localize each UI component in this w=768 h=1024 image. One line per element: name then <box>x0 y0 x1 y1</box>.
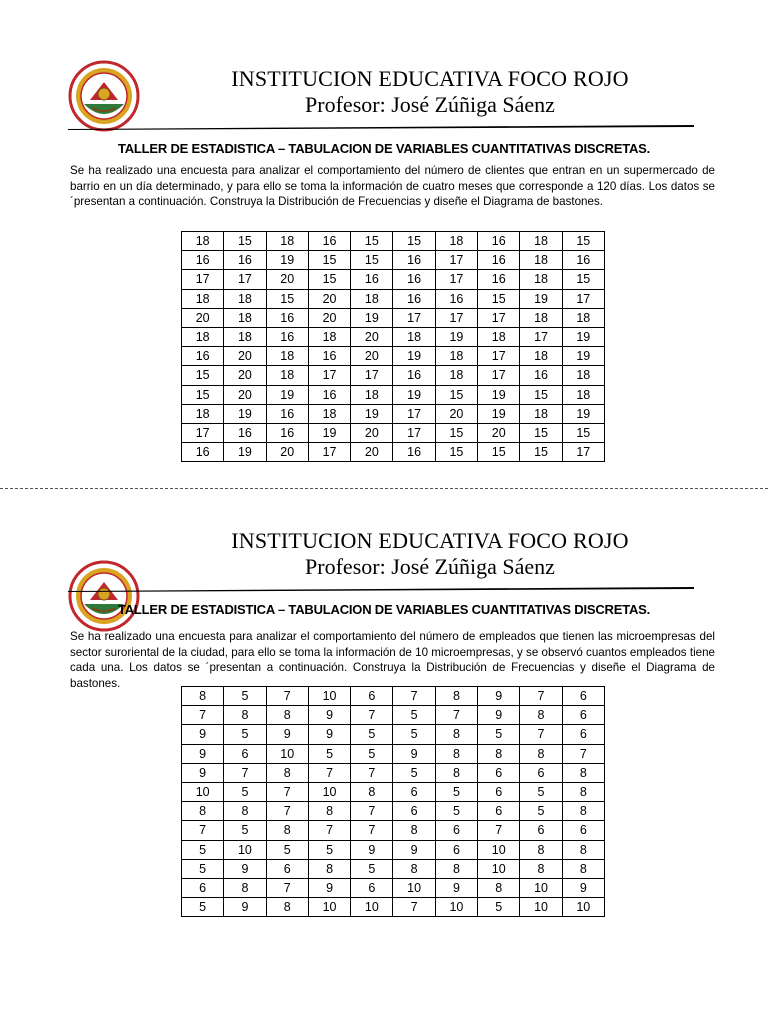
table-cell: 8 <box>266 821 308 840</box>
table-cell: 5 <box>351 859 393 878</box>
table-cell: 8 <box>351 782 393 801</box>
table-row <box>182 404 605 423</box>
table-cell: 20 <box>224 366 266 385</box>
table-cell: 15 <box>351 232 393 251</box>
table-cell: 6 <box>393 802 435 821</box>
table-cell: 9 <box>182 763 224 782</box>
table-cell: 6 <box>562 821 604 840</box>
table-cell: 15 <box>393 232 435 251</box>
table-cell: 20 <box>266 443 308 462</box>
table-cell: 17 <box>562 443 604 462</box>
table-cell: 7 <box>351 802 393 821</box>
table-cell: 17 <box>435 308 477 327</box>
table-cell: 5 <box>224 821 266 840</box>
table-cell: 20 <box>435 404 477 423</box>
table-cell: 18 <box>562 366 604 385</box>
table-cell: 9 <box>308 878 350 897</box>
table-cell: 15 <box>435 423 477 442</box>
document-header <box>150 66 710 118</box>
table-row <box>182 898 605 917</box>
table-cell: 6 <box>351 878 393 897</box>
table-cell: 8 <box>224 706 266 725</box>
table-cell: 8 <box>266 898 308 917</box>
table-cell: 5 <box>351 725 393 744</box>
table-cell: 7 <box>393 687 435 706</box>
table-cell: 18 <box>520 347 562 366</box>
table-cell: 17 <box>308 443 350 462</box>
table-row <box>182 366 605 385</box>
table-cell: 6 <box>562 706 604 725</box>
table-cell: 15 <box>562 270 604 289</box>
table-cell: 5 <box>478 725 520 744</box>
table-cell: 7 <box>520 725 562 744</box>
table-cell: 9 <box>224 859 266 878</box>
table-cell: 8 <box>478 878 520 897</box>
table-cell: 17 <box>478 347 520 366</box>
table-cell: 6 <box>562 725 604 744</box>
table-cell: 20 <box>351 423 393 442</box>
table-cell: 16 <box>393 366 435 385</box>
table-cell: 16 <box>393 251 435 270</box>
table-cell: 15 <box>520 423 562 442</box>
table-cell: 19 <box>393 347 435 366</box>
table-cell: 8 <box>562 802 604 821</box>
table-cell: 18 <box>520 232 562 251</box>
table-cell: 19 <box>224 404 266 423</box>
table-cell: 17 <box>478 308 520 327</box>
table-cell: 8 <box>562 859 604 878</box>
table-cell: 15 <box>266 289 308 308</box>
table-cell: 10 <box>562 898 604 917</box>
header-rule <box>68 124 694 130</box>
table-row <box>182 840 605 859</box>
table-cell: 7 <box>562 744 604 763</box>
table-cell: 6 <box>520 763 562 782</box>
table-cell: 20 <box>182 308 224 327</box>
table-cell: 8 <box>478 744 520 763</box>
table-cell: 5 <box>393 763 435 782</box>
header-rule <box>68 586 694 592</box>
table-cell: 10 <box>224 840 266 859</box>
table-cell: 7 <box>224 763 266 782</box>
table-cell: 8 <box>435 687 477 706</box>
table-cell: 6 <box>266 859 308 878</box>
table-row <box>182 423 605 442</box>
table-cell: 16 <box>266 404 308 423</box>
table-cell: 10 <box>478 840 520 859</box>
table-cell: 10 <box>308 782 350 801</box>
table-cell: 19 <box>266 385 308 404</box>
table-cell: 6 <box>224 744 266 763</box>
table-cell: 5 <box>182 859 224 878</box>
table-cell: 10 <box>351 898 393 917</box>
table-cell: 19 <box>351 404 393 423</box>
table-cell: 20 <box>266 270 308 289</box>
table-cell: 9 <box>435 878 477 897</box>
table-row <box>182 782 605 801</box>
table-cell: 16 <box>308 232 350 251</box>
table-cell: 19 <box>562 404 604 423</box>
table-cell: 16 <box>478 270 520 289</box>
table-cell: 6 <box>520 821 562 840</box>
table-cell: 10 <box>182 782 224 801</box>
table-cell: 5 <box>308 840 350 859</box>
table-cell: 5 <box>224 782 266 801</box>
table-cell: 16 <box>266 327 308 346</box>
table-cell: 6 <box>478 782 520 801</box>
table-cell: 16 <box>224 423 266 442</box>
table-row <box>182 706 605 725</box>
table-cell: 8 <box>435 859 477 878</box>
table-cell: 19 <box>435 327 477 346</box>
table-cell: 8 <box>308 859 350 878</box>
table-cell: 9 <box>308 706 350 725</box>
table-cell: 9 <box>308 725 350 744</box>
table-cell: 17 <box>224 270 266 289</box>
table-cell: 15 <box>520 443 562 462</box>
table-cell: 17 <box>435 251 477 270</box>
table-cell: 6 <box>435 840 477 859</box>
cut-line-divider <box>0 488 768 489</box>
table-cell: 7 <box>308 821 350 840</box>
table-cell: 16 <box>351 270 393 289</box>
table-cell: 9 <box>478 687 520 706</box>
worksheet-title: TALLER DE ESTADISTICA – TABULACION DE VARIABLES CUANTITATIVAS DISCRETAS. <box>117 141 651 156</box>
table-cell: 15 <box>562 232 604 251</box>
teacher-name: Profesor: José Zúñiga Sáenz <box>305 554 555 579</box>
table-cell: 15 <box>308 251 350 270</box>
table-cell: 17 <box>393 404 435 423</box>
table-cell: 18 <box>224 289 266 308</box>
table-cell: 15 <box>224 232 266 251</box>
table-cell: 6 <box>478 802 520 821</box>
table-cell: 7 <box>266 782 308 801</box>
table-cell: 15 <box>182 385 224 404</box>
table-cell: 5 <box>182 840 224 859</box>
table-cell: 8 <box>266 763 308 782</box>
table-cell: 16 <box>435 289 477 308</box>
table-cell: 9 <box>393 840 435 859</box>
table-row <box>182 289 605 308</box>
table-cell: 7 <box>266 687 308 706</box>
table-cell: 16 <box>393 443 435 462</box>
table-cell: 10 <box>393 878 435 897</box>
table-row <box>182 802 605 821</box>
data-table <box>181 686 605 917</box>
table-cell: 15 <box>520 385 562 404</box>
table-cell: 18 <box>520 270 562 289</box>
table-cell: 20 <box>308 308 350 327</box>
table-cell: 19 <box>478 404 520 423</box>
table-cell: 18 <box>266 232 308 251</box>
table-row <box>182 744 605 763</box>
school-seal-logo <box>68 60 140 132</box>
table-cell: 16 <box>182 443 224 462</box>
table-cell: 17 <box>435 270 477 289</box>
table-cell: 9 <box>266 725 308 744</box>
table-cell: 8 <box>435 763 477 782</box>
table-cell: 7 <box>182 706 224 725</box>
document-header <box>150 528 710 580</box>
table-cell: 18 <box>182 289 224 308</box>
table-cell: 17 <box>393 423 435 442</box>
table-cell: 18 <box>520 308 562 327</box>
table-cell: 7 <box>520 687 562 706</box>
table-cell: 18 <box>182 404 224 423</box>
table-cell: 20 <box>351 347 393 366</box>
table-cell: 17 <box>182 270 224 289</box>
table-cell: 6 <box>562 687 604 706</box>
table-cell: 19 <box>224 443 266 462</box>
table-cell: 19 <box>478 385 520 404</box>
table-cell: 5 <box>393 725 435 744</box>
table-cell: 8 <box>393 821 435 840</box>
table-cell: 15 <box>478 443 520 462</box>
teacher-name: Profesor: José Zúñiga Sáenz <box>305 92 555 117</box>
worksheet-title: TALLER DE ESTADISTICA – TABULACION DE VARIABLES CUANTITATIVAS DISCRETAS. <box>117 602 651 617</box>
table-cell: 9 <box>478 706 520 725</box>
table-cell: 17 <box>478 366 520 385</box>
table-cell: 8 <box>266 706 308 725</box>
table-cell: 16 <box>562 251 604 270</box>
table-cell: 19 <box>308 423 350 442</box>
table-cell: 9 <box>393 744 435 763</box>
table-cell: 8 <box>520 859 562 878</box>
table-cell: 17 <box>520 327 562 346</box>
table-cell: 8 <box>520 840 562 859</box>
table-cell: 15 <box>182 366 224 385</box>
institution-name: INSTITUCION EDUCATIVA FOCO ROJO <box>231 66 629 91</box>
table-cell: 8 <box>562 782 604 801</box>
table-cell: 15 <box>308 270 350 289</box>
table-cell: 18 <box>562 385 604 404</box>
table-cell: 17 <box>562 289 604 308</box>
table-cell: 19 <box>351 308 393 327</box>
table-cell: 19 <box>266 251 308 270</box>
table-cell: 16 <box>478 251 520 270</box>
table-cell: 5 <box>351 744 393 763</box>
problem-statement: Se ha realizado una encuesta para analizar el comportamiento del número de empleados que tienen las microempresas del sector suroriental de la ciudad, para ello se toma la información de 10 microempresas, y se observó cuantos empleados tiene cada una. Los datos se ´presentan a continuación. Construya la Distribución de Frecuencias y diseñe el Diagrama de bastones. <box>70 630 715 690</box>
table-row <box>182 308 605 327</box>
table-cell: 18 <box>182 327 224 346</box>
table-row <box>182 878 605 897</box>
table-cell: 10 <box>520 878 562 897</box>
table-cell: 17 <box>182 423 224 442</box>
table-cell: 17 <box>308 366 350 385</box>
table-cell: 20 <box>351 327 393 346</box>
table-cell: 10 <box>478 859 520 878</box>
table-cell: 16 <box>478 232 520 251</box>
table-cell: 5 <box>182 898 224 917</box>
table-cell: 19 <box>520 289 562 308</box>
table-cell: 5 <box>520 782 562 801</box>
table-cell: 10 <box>308 898 350 917</box>
table-cell: 20 <box>478 423 520 442</box>
table-cell: 15 <box>435 443 477 462</box>
table-cell: 19 <box>393 385 435 404</box>
table-row <box>182 251 605 270</box>
table-cell: 9 <box>562 878 604 897</box>
table-row <box>182 347 605 366</box>
table-cell: 15 <box>562 423 604 442</box>
table-cell: 18 <box>351 289 393 308</box>
table-cell: 8 <box>224 802 266 821</box>
table-cell: 15 <box>351 251 393 270</box>
table-cell: 16 <box>182 347 224 366</box>
table-cell: 19 <box>562 347 604 366</box>
table-cell: 8 <box>308 802 350 821</box>
table-cell: 8 <box>393 859 435 878</box>
table-cell: 18 <box>266 366 308 385</box>
table-row <box>182 687 605 706</box>
table-cell: 8 <box>562 763 604 782</box>
table-cell: 8 <box>435 744 477 763</box>
table-cell: 18 <box>308 404 350 423</box>
table-cell: 16 <box>224 251 266 270</box>
table-cell: 18 <box>435 347 477 366</box>
table-cell: 15 <box>435 385 477 404</box>
table-cell: 7 <box>351 706 393 725</box>
table-cell: 16 <box>393 270 435 289</box>
table-cell: 16 <box>266 423 308 442</box>
table-row <box>182 385 605 404</box>
table-row <box>182 821 605 840</box>
table-cell: 5 <box>435 782 477 801</box>
table-cell: 8 <box>562 840 604 859</box>
table-cell: 5 <box>266 840 308 859</box>
table-cell: 18 <box>435 366 477 385</box>
table-cell: 9 <box>182 744 224 763</box>
table-cell: 8 <box>182 687 224 706</box>
table-cell: 20 <box>308 289 350 308</box>
table-cell: 18 <box>435 232 477 251</box>
table-cell: 16 <box>266 308 308 327</box>
table-cell: 17 <box>351 366 393 385</box>
table-cell: 7 <box>182 821 224 840</box>
table-cell: 18 <box>224 308 266 327</box>
table-cell: 16 <box>182 251 224 270</box>
table-cell: 5 <box>478 898 520 917</box>
table-cell: 16 <box>308 385 350 404</box>
table-cell: 18 <box>308 327 350 346</box>
table-cell: 18 <box>562 308 604 327</box>
table-cell: 6 <box>435 821 477 840</box>
table-cell: 9 <box>182 725 224 744</box>
table-cell: 5 <box>224 687 266 706</box>
table-cell: 8 <box>182 802 224 821</box>
table-cell: 7 <box>435 706 477 725</box>
problem-statement: Se ha realizado una encuesta para analizar el comportamiento del número de clientes que entran en un supermercado de barrio en un día determinado, y para ello se toma la información de cuatro meses que corresponde a 120 días. Los datos se ´presentan a continuación. Construya la Distribución de Frecuencias y diseñe el Diagrama de bastones. <box>70 164 715 208</box>
table-cell: 7 <box>266 878 308 897</box>
table-cell: 15 <box>478 289 520 308</box>
table-cell: 5 <box>393 706 435 725</box>
table-cell: 16 <box>308 347 350 366</box>
table-cell: 18 <box>351 385 393 404</box>
table-cell: 5 <box>435 802 477 821</box>
table-row <box>182 859 605 878</box>
table-row <box>182 443 605 462</box>
table-cell: 6 <box>351 687 393 706</box>
table-cell: 8 <box>224 878 266 897</box>
table-cell: 7 <box>266 802 308 821</box>
table-cell: 9 <box>351 840 393 859</box>
table-cell: 7 <box>351 763 393 782</box>
table-cell: 20 <box>224 385 266 404</box>
table-cell: 18 <box>520 404 562 423</box>
table-cell: 7 <box>351 821 393 840</box>
table-cell: 17 <box>393 308 435 327</box>
table-cell: 5 <box>308 744 350 763</box>
table-cell: 5 <box>520 802 562 821</box>
table-cell: 6 <box>393 782 435 801</box>
table-cell: 18 <box>520 251 562 270</box>
table-cell: 8 <box>520 706 562 725</box>
table-cell: 20 <box>351 443 393 462</box>
table-cell: 18 <box>393 327 435 346</box>
table-row <box>182 232 605 251</box>
table-cell: 16 <box>393 289 435 308</box>
table-cell: 7 <box>393 898 435 917</box>
table-cell: 7 <box>478 821 520 840</box>
table-cell: 18 <box>266 347 308 366</box>
table-cell: 16 <box>520 366 562 385</box>
data-table <box>181 231 605 462</box>
table-cell: 6 <box>478 763 520 782</box>
table-cell: 18 <box>224 327 266 346</box>
table-row <box>182 725 605 744</box>
table-row <box>182 327 605 346</box>
institution-name: INSTITUCION EDUCATIVA FOCO ROJO <box>231 528 629 553</box>
table-cell: 10 <box>520 898 562 917</box>
table-cell: 5 <box>224 725 266 744</box>
school-seal-logo <box>68 560 140 632</box>
table-cell: 9 <box>224 898 266 917</box>
table-cell: 18 <box>182 232 224 251</box>
table-cell: 7 <box>308 763 350 782</box>
table-cell: 8 <box>520 744 562 763</box>
table-cell: 8 <box>435 725 477 744</box>
table-cell: 10 <box>308 687 350 706</box>
table-row <box>182 763 605 782</box>
table-cell: 18 <box>478 327 520 346</box>
table-cell: 20 <box>224 347 266 366</box>
table-row <box>182 270 605 289</box>
table-cell: 19 <box>562 327 604 346</box>
table-cell: 6 <box>182 878 224 897</box>
table-cell: 10 <box>266 744 308 763</box>
table-cell: 10 <box>435 898 477 917</box>
